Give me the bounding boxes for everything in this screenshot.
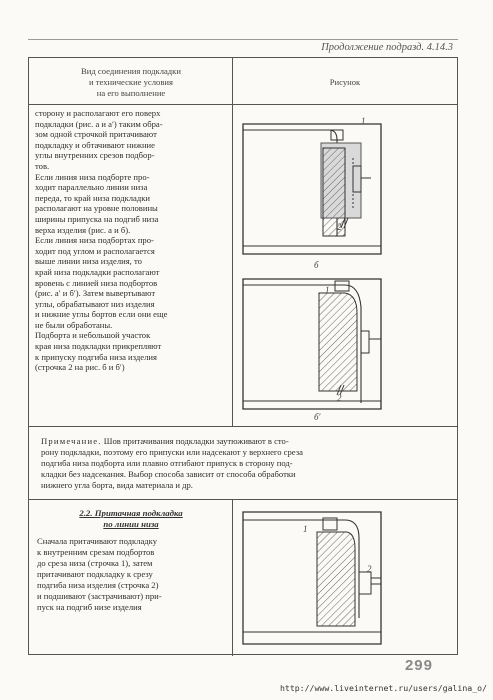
note-top-rule	[29, 426, 457, 427]
note-lead: Примечание.	[41, 436, 102, 446]
figure-b-prime	[241, 273, 391, 413]
row2-description: Сначала притачивают подкладку к внутренним срезам подбортов до среза низа (строчка 1), затем притачивают подкладку к срезу подгиба низа изделия (строчка 2) и подшивают (застрачивают) при- пуск на подгиб низе изделия	[37, 536, 162, 612]
top-rule	[28, 39, 458, 40]
source-url[interactable]: http://www.liveinternet.ru/users/galina_o/	[279, 683, 487, 693]
note-text: Шов притачивания подкладки заутюживают в сто- рону подкладки, поэтому его припуски или надсекают у верхнего среза подгиба низа подборта или плавно отгибают припуск в сторону под- кладки без надсекания. Выбор способа зависит от способа обработки нижнего угла борта, вида материала и др.	[41, 436, 303, 490]
figure-section-2-2	[241, 508, 391, 648]
figure-section-2-2-callout-1: 1	[303, 524, 308, 534]
figure-b-label: б	[314, 260, 319, 270]
page-number: 299	[404, 657, 433, 674]
column-divider-bottom	[232, 499, 233, 656]
figure-b-prime-label: б′	[314, 412, 321, 422]
section-2-2-title	[33, 508, 229, 530]
note-bottom-rule	[29, 499, 457, 500]
figure-b-callout-1: 1	[361, 116, 366, 126]
figure-b	[241, 118, 391, 258]
figure-b-callout-2: 2	[337, 222, 342, 232]
figure-b-prime-callout-1: 1	[325, 285, 330, 295]
column-header-figure: Рисунок	[329, 77, 361, 87]
column-divider-top	[232, 58, 233, 426]
section-title-line2: по линии низа	[103, 519, 159, 529]
column-header-description: Вид соединения подкладки и технические условия на его выполнение	[81, 66, 181, 98]
section-title-line1: 2.2. Притачная подкладка	[79, 508, 183, 518]
continuation-header: Продолжение подразд. 4.14.3	[321, 42, 453, 53]
note-block	[41, 436, 445, 491]
row1-description: сторону и располагают его поверх подкладки (рис. а и а′) таким обра- зом одной строчкой притачивают подкладку и обтачивают нижние углы внутренних срезов подбор- тов. Если линия низа подборте про- ходит параллельно линии низа переда, то край низа подкладки располагают на уровне половины ширины припуска на подгиб низа верха изделия (рис. а и б). Если линия низа подбортах про- ходит под углом и располагается выше линии низа изделия, то край низа подкладки располагают вровень с линией низа подбортов (рис. а′ и б′). Затем вывертывают углы, обрабатывают низ изделия и нижние углы бортов если они еще не были обработаны. Подборта и небольшой участок края низа подкладки прикрепляют к припуску подгиба низа изделия (строчка 2 на рис. б и б′)	[35, 108, 168, 373]
header-rule	[29, 104, 457, 105]
figure-b-prime-callout-2: 2	[337, 393, 342, 403]
figure-section-2-2-callout-2: 2	[367, 564, 372, 574]
content-table	[28, 57, 458, 655]
